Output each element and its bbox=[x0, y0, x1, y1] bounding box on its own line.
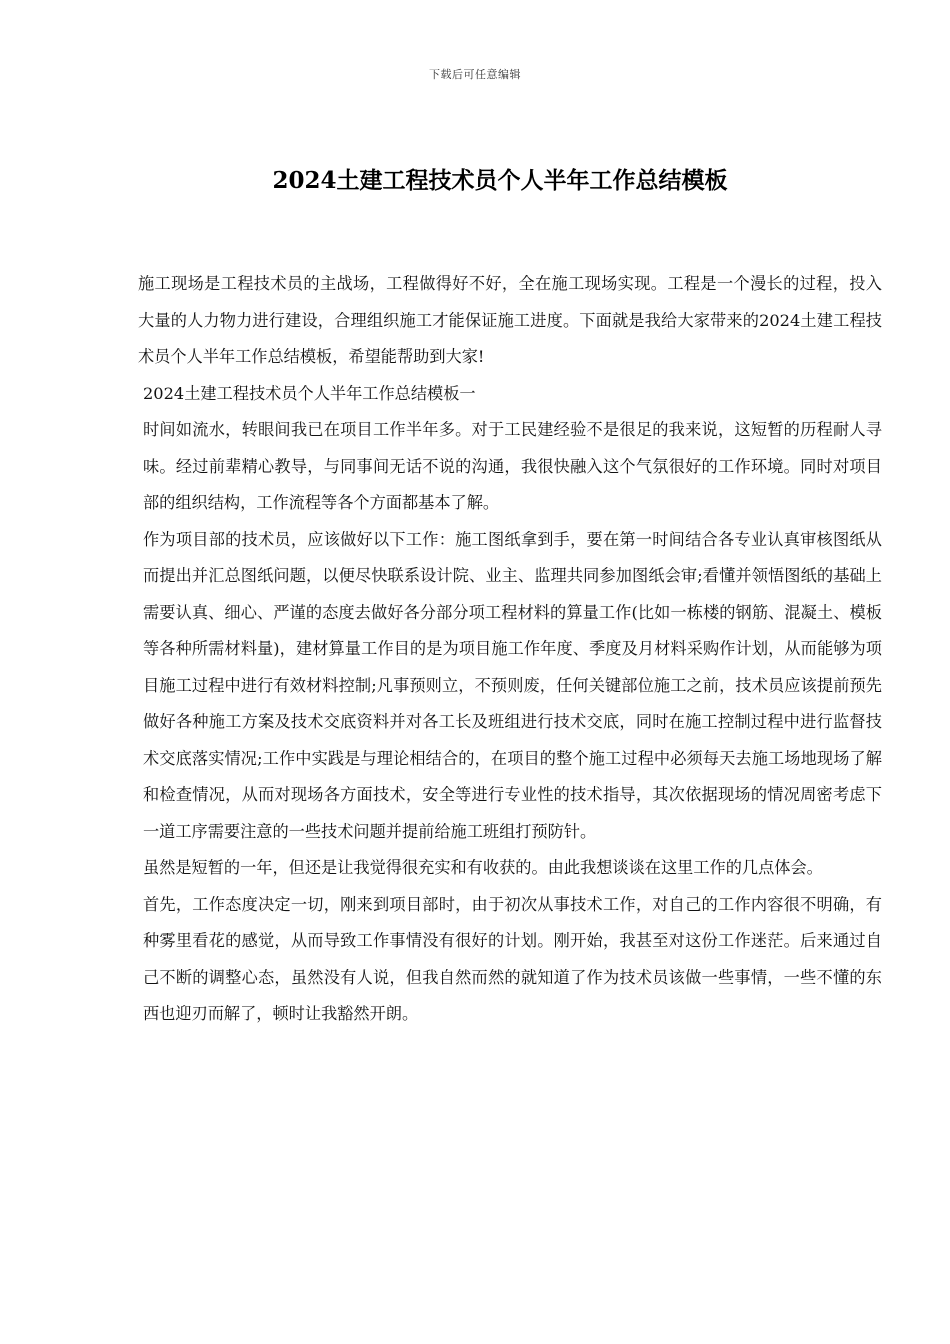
body-paragraph: 首先，工作态度决定一切，刚来到项目部时，由于初次从事技术工作，对自己的工作内容很不明确，有种雾里看花的感觉，从而导致工作事情没有很好的计划。刚开始，我甚至对这份工作迷茫。后来通过自己不断的调整心态，虽然没有人说，但我自然而然的就知道了作为技术员该做一些事情，一些不懂的东西也迎刃而解了，顿时让我豁然开朗。 bbox=[143, 894, 882, 1023]
document-title: 2024土建工程技术员个人半年工作总结模板 bbox=[272, 167, 728, 194]
intro-paragraph: 施工现场是工程技术员的主战场，工程做得好不好，全在施工现场实现。工程是一个漫长的过程，投入大量的人力物力进行建设，合理组织施工才能保证施工进度。下面就是我给大家带来的2024土建工程技术员个人半年工作总结模板，希望能帮助到大家! bbox=[138, 274, 882, 366]
document-body bbox=[138, 266, 882, 1033]
header-note: 下载后可任意编辑 bbox=[429, 68, 521, 81]
body-paragraph: 虽然是短暂的一年，但还是让我觉得很充实和有收获的。由此我想谈谈在这里工作的几点体会。 bbox=[143, 858, 823, 877]
section-heading: 2024土建工程技术员个人半年工作总结模板一 bbox=[143, 383, 476, 403]
body-paragraph: 时间如流水，转眼间我已在项目工作半年多。对于工民建经验不是很足的我来说，这短暂的历程耐人寻味。经过前辈精心教导，与同事间无话不说的沟通，我很快融入这个气氛很好的工作环境。同时对项目部的组织结构，工作流程等各个方面都基本了解。 bbox=[143, 420, 882, 512]
body-paragraph: 作为项目部的技术员，应该做好以下工作：施工图纸拿到手，要在第一时间结合各专业认真审核图纸从而提出并汇总图纸问题，以便尽快联系设计院、业主、监理共同参加图纸会审;看懂并领悟图纸的基础上需要认真、细心、严谨的态度去做好各分部分项工程材料的算量工作(比如一栋楼的钢筋、混凝土、模板等各种所需材料量)，建材算量工作目的是为项目施工作年度、季度及月材料采购作计划，从而能够为项目施工过程中进行有效材料控制;凡事预则立，不预则废，任何关键部位施工之前，技术员应该提前预先做好各种施工方案及技术交底资料并对各工长及班组进行技术交底，同时在施工控制过程中进行监督技术交底落实情况;工作中实践是与理论相结合的，在项目的整个施工过程中必须每天去施工场地现场了解和检查情况，从而对现场各方面技术，安全等进行专业性的技术指导，其次依据现场的情况周密考虑下一道工序需要注意的一些技术问题并提前给施工班组打预防针。 bbox=[143, 529, 882, 841]
